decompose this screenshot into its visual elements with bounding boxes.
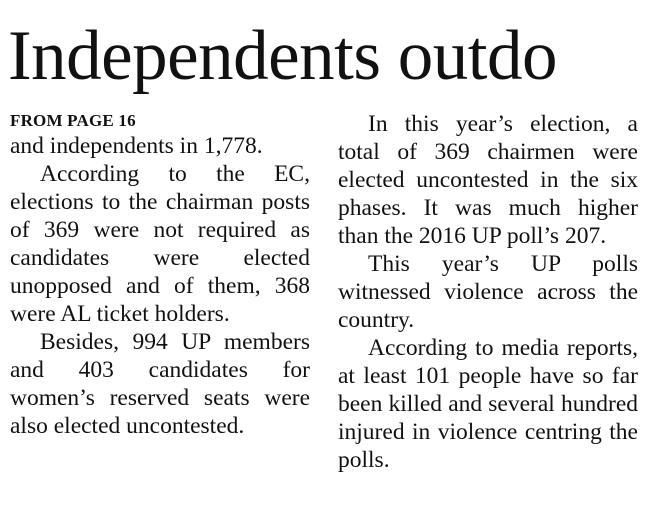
dateline: FROM PAGE 16 bbox=[10, 111, 136, 130]
paragraph-continuation: and independents in 1,778. bbox=[10, 133, 263, 159]
paragraph-ec-chairman: According to the EC, elections to the chairman posts of 369 were not required as candidates were elected unopposed and of them, 368 were AL ticket holders. bbox=[10, 161, 310, 327]
paragraph-uncontested-total: In this year’s election, a total of 369 chairmen were elected uncontested in the six phases. It was much higher than the 2016 UP poll’s 207. bbox=[338, 111, 638, 249]
paragraph-up-members: Besides, 994 UP members and 403 candidates for women’s reserved seats were also elected uncontested. bbox=[10, 329, 310, 439]
paragraph-casualties: According to media reports, at least 101 people have so far been killed and several hundred injured in violence centring the polls. bbox=[338, 335, 638, 473]
right-column bbox=[338, 110, 638, 474]
paragraph-violence: This year’s UP polls witnessed violence across the country. bbox=[338, 251, 638, 333]
headline: Independents outdo bbox=[8, 17, 558, 95]
left-column bbox=[10, 110, 310, 440]
